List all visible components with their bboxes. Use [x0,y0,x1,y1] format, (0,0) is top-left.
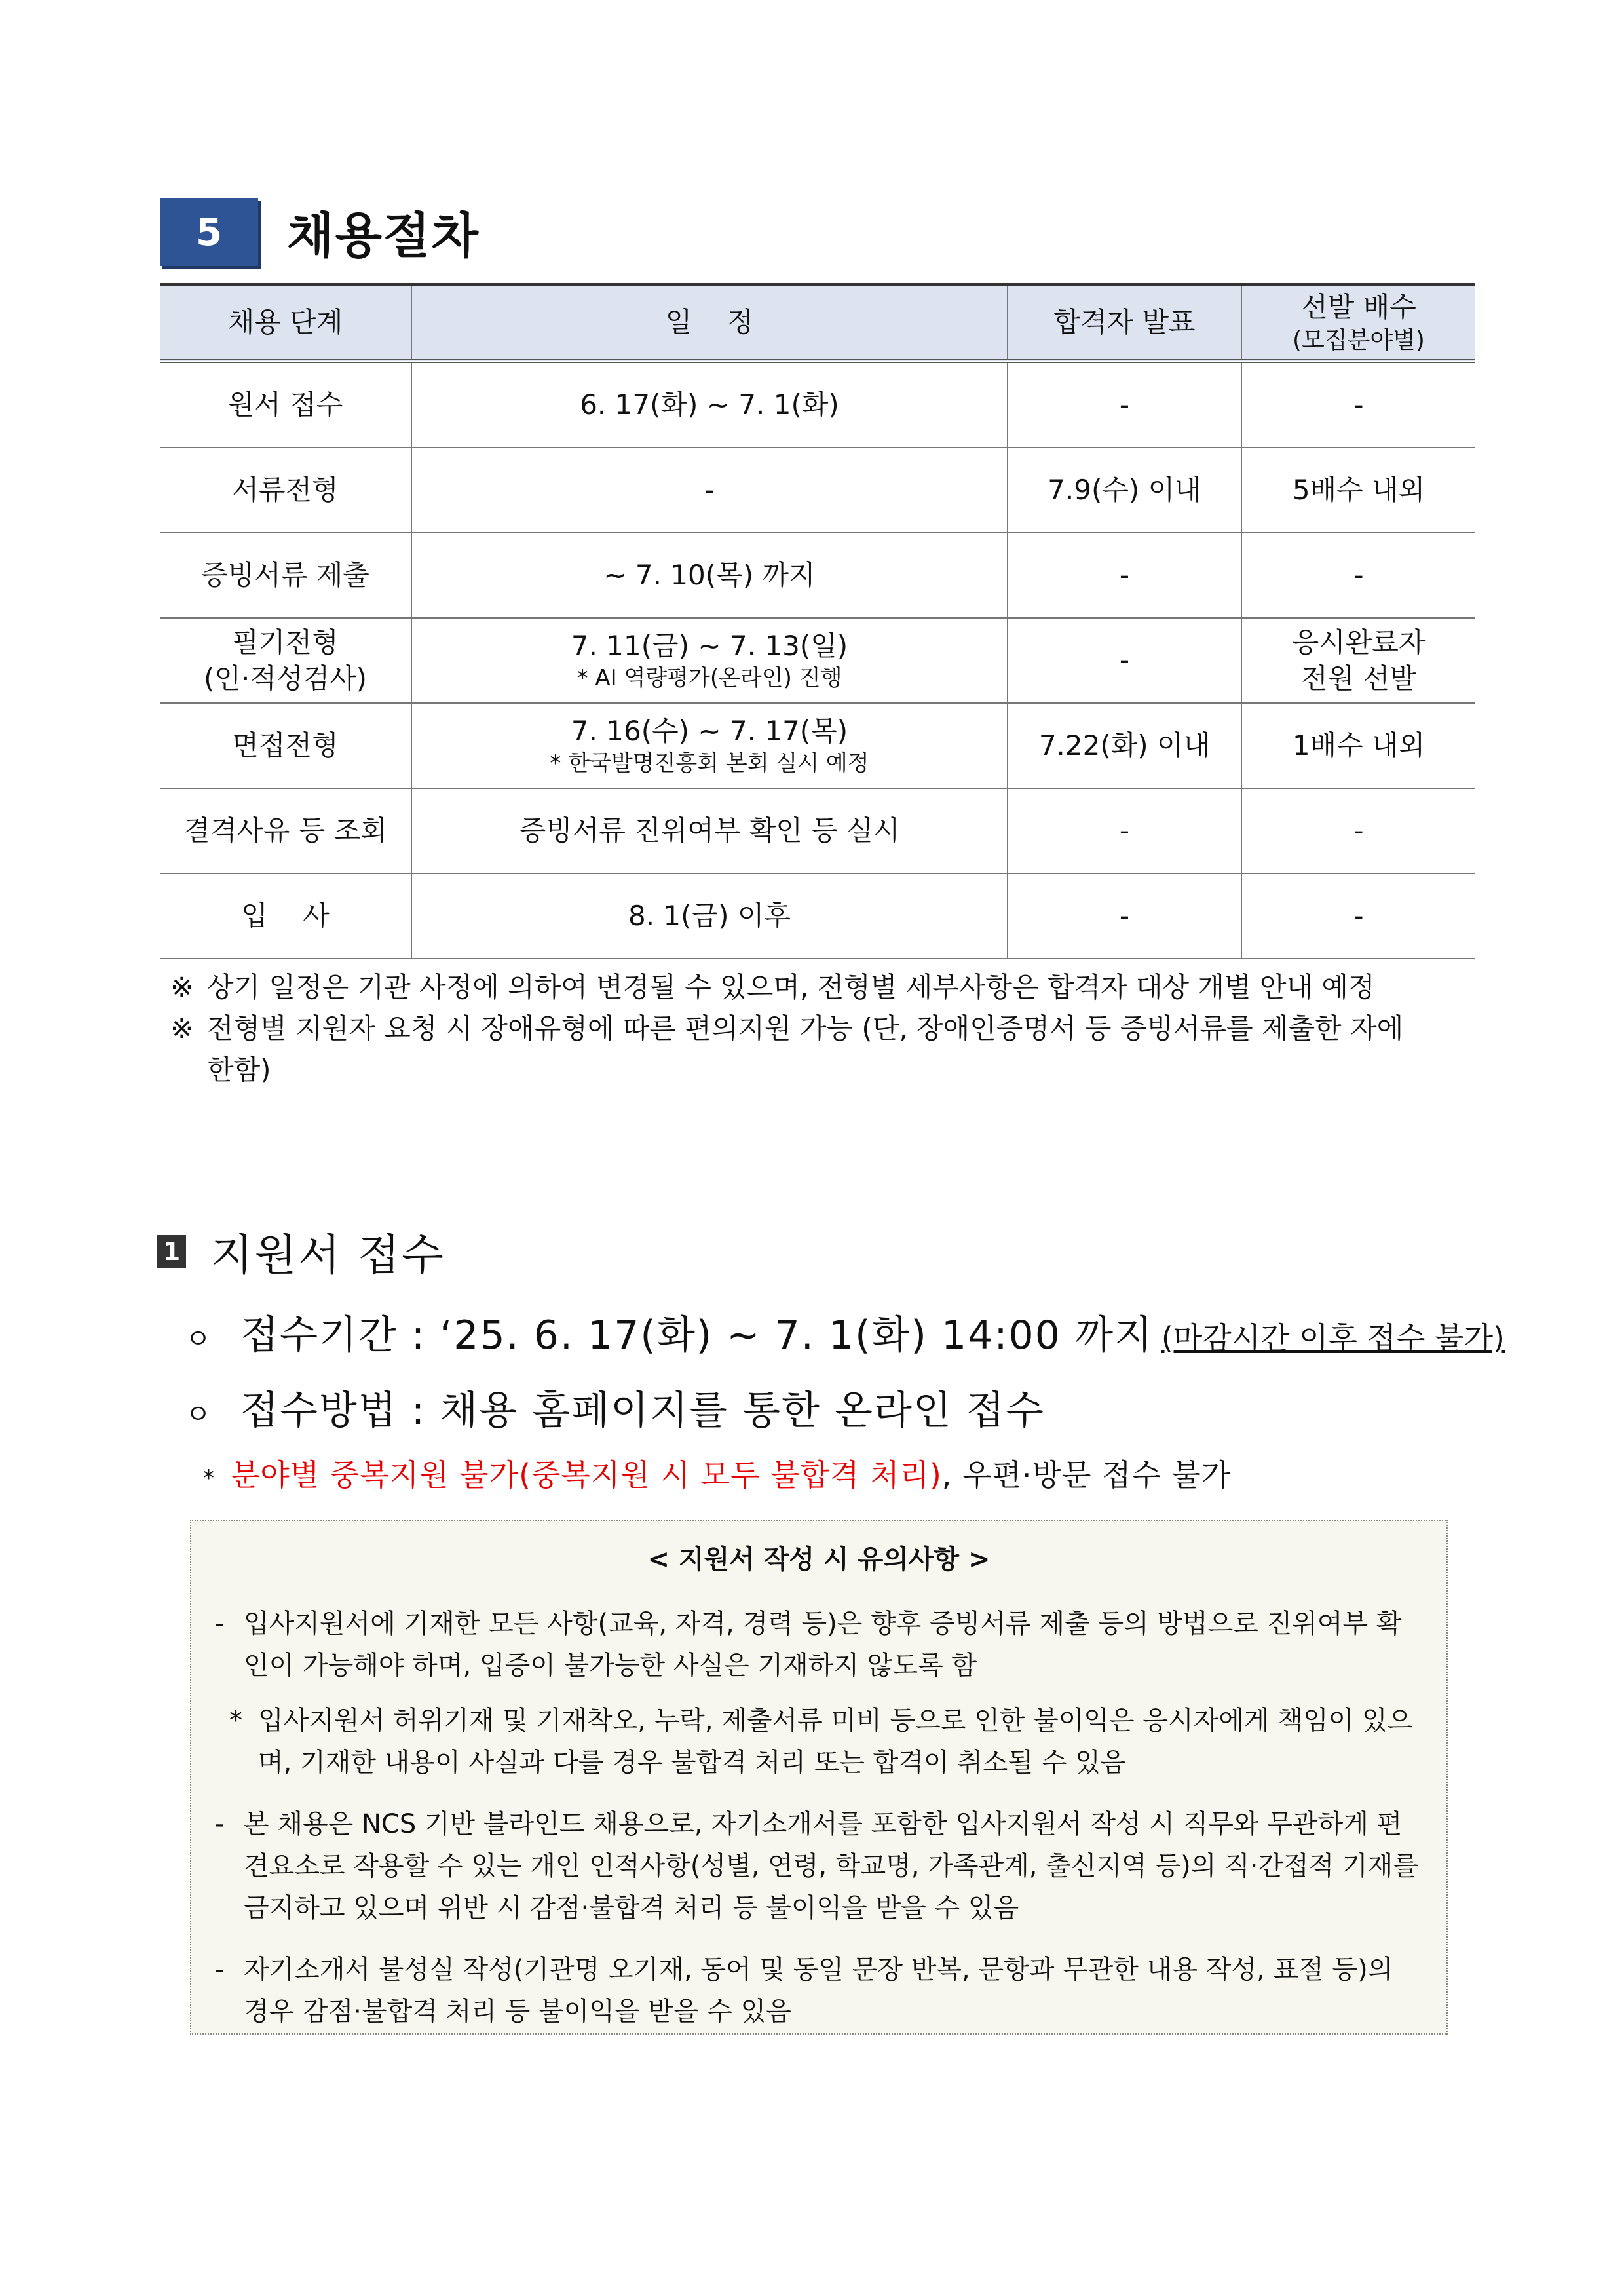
header-ratio-label: 선발 배수 [1301,290,1416,323]
row-schedule [411,618,1008,703]
header-schedule: 일 정 [411,284,1008,361]
row-schedule: 증빙서류 진위여부 확인 등 실시 [411,788,1008,873]
notice-item [215,1803,1423,1929]
table-header-row [160,284,1475,361]
duplicate-rest: , 우편·방문 접수 불가 [941,1457,1232,1493]
note-mark: ※ [170,971,194,1003]
table-notes [170,966,1481,1090]
star-mark: * [203,1465,215,1491]
row-schedule: 8. 1(금) 이후 [411,873,1008,959]
row-ratio [1241,618,1475,703]
section-header [160,197,480,267]
schedule-table [160,283,1475,959]
table-row [160,533,1475,618]
header-ratio-sub: (모집분야별) [1293,326,1425,354]
row-stage-line2: (인·적성검사) [204,662,367,695]
row-stage: 원서 접수 [160,361,411,448]
subsection-number: 1 [157,1235,186,1268]
note-item [170,966,1481,1008]
header-announce: 합격자 발표 [1008,284,1241,361]
duplicate-warning: 분야별 중복지원 불가(중복지원 시 모두 불합격 처리) [231,1457,942,1493]
table-row [160,448,1475,533]
row-schedule-date: 7. 11(금) ~ 7. 13(일) [571,629,848,662]
note-text: 전형별 지원자 요청 시 장애유형에 따른 편의지원 가능 (단, 장애인증명서 등 증빙서류를 제출한 자에 한함) [207,1012,1404,1086]
row-stage [160,618,411,703]
row-ratio-line1: 응시완료자 [1292,626,1426,659]
section-number: 5 [160,198,258,266]
row-announce: - [1008,361,1241,448]
notice-item [215,1603,1423,1687]
row-schedule-note: * AI 역량평가(온라인) 진행 [576,665,842,692]
row-ratio: - [1241,533,1475,618]
notice-text: 본 채용은 NCS 기반 블라인드 채용으로, 자기소개서를 포함한 입사지원서 작성 시 직무와 무관하게 편견요소로 작용할 수 있는 개인 인적사항(성별, 연령, 학교명, 가족관계, 출신지역 등)의 직·간접적 기재를 금지하고 있으며 위반 시 감점·불합격 처리 등 불이익을 받을 수 있음 [244,1809,1418,1923]
row-schedule: - [411,448,1008,533]
note-mark: ※ [170,1012,194,1044]
header-ratio [1241,284,1475,361]
row-ratio: 1배수 내외 [1241,703,1475,788]
table-row [160,703,1475,788]
dash-mark: - [215,1609,225,1639]
row-schedule-date: 7. 16(수) ~ 7. 17(목) [571,714,848,747]
subsection-title: 지원서 접수 [211,1230,445,1280]
row-stage: 증빙서류 제출 [160,533,411,618]
row-stage: 면접전형 [160,703,411,788]
star-mark: * [229,1706,242,1736]
row-ratio: - [1241,788,1475,873]
row-announce: - [1008,618,1241,703]
section-title: 채용절차 [287,208,480,264]
notice-item [215,1949,1423,2033]
row-announce: - [1008,788,1241,873]
note-item [170,1008,1481,1090]
row-ratio: 5배수 내외 [1241,448,1475,533]
row-ratio-line2: 전원 선발 [1301,662,1416,695]
row-announce: 7.9(수) 이내 [1008,448,1241,533]
table-row [160,618,1475,703]
row-ratio: - [1241,361,1475,448]
row-ratio: - [1241,873,1475,959]
deadline-text: (마감시간 이후 접수 불가) [1161,1320,1505,1356]
note-text: 상기 일정은 기관 사정에 의하여 변경될 수 있으며, 전형별 세부사항은 합격자 대상 개별 안내 예정 [207,971,1375,1003]
row-announce: 7.22(화) 이내 [1008,703,1241,788]
dash-mark: - [215,1955,225,1985]
bullet-method [185,1379,1045,1436]
row-stage: 서류전형 [160,448,411,533]
notice-box [190,1520,1448,2035]
row-stage-line1: 필기전형 [232,626,339,659]
table-row [160,788,1475,873]
table-row [160,361,1475,448]
row-stage: 결격사유 등 조회 [160,788,411,873]
table-row [160,873,1475,959]
notice-text: 자기소개서 불성실 작성(기관명 오기재, 동어 및 동일 문장 반복, 문항과 무관한 내용 작성, 표절 등)의 경우 감점·불합격 처리 등 불이익을 받을 수 있음 [244,1955,1393,2027]
bullet-mark: ㅇ [185,1323,213,1355]
period-text: 접수기간 : ‘25. 6. 17(화) ~ 7. 1(화) 14:00 까지 [240,1312,1154,1358]
notice-subitem [229,1700,1423,1784]
method-text: 접수방법 : 채용 홈페이지를 통한 온라인 접수 [240,1388,1045,1434]
notice-text: 입사지원서 허위기재 및 기재착오, 누락, 제출서류 미비 등으로 인한 불이익은 응시자에게 책임이 있으며, 기재한 내용이 사실과 다를 경우 불합격 처리 또는 합격이 취소될 수 있음 [258,1706,1413,1778]
row-schedule [411,703,1008,788]
row-announce: - [1008,873,1241,959]
row-schedule: ~ 7. 10(목) 까지 [411,533,1008,618]
notice-text: 입사지원서에 기재한 모든 사항(교육, 자격, 경력 등)은 향후 증빙서류 제출 등의 방법으로 진위여부 확인이 가능해야 하며, 입증이 불가능한 사실은 기재하지 않도록 함 [244,1609,1402,1681]
dash-mark: - [215,1809,225,1839]
row-announce: - [1008,533,1241,618]
row-stage: 입 사 [160,873,411,959]
bullet-period [185,1304,1505,1360]
row-schedule: 6. 17(화) ~ 7. 1(화) [411,361,1008,448]
subsection-header [157,1220,445,1282]
header-stage: 채용 단계 [160,284,411,361]
duplicate-note [203,1451,1231,1495]
row-schedule-note: * 한국발명진흥회 본회 실시 예정 [550,750,869,777]
bullet-mark: ㅇ [185,1398,213,1430]
notice-title: < 지원서 작성 시 유의사항 > [647,1544,991,1575]
